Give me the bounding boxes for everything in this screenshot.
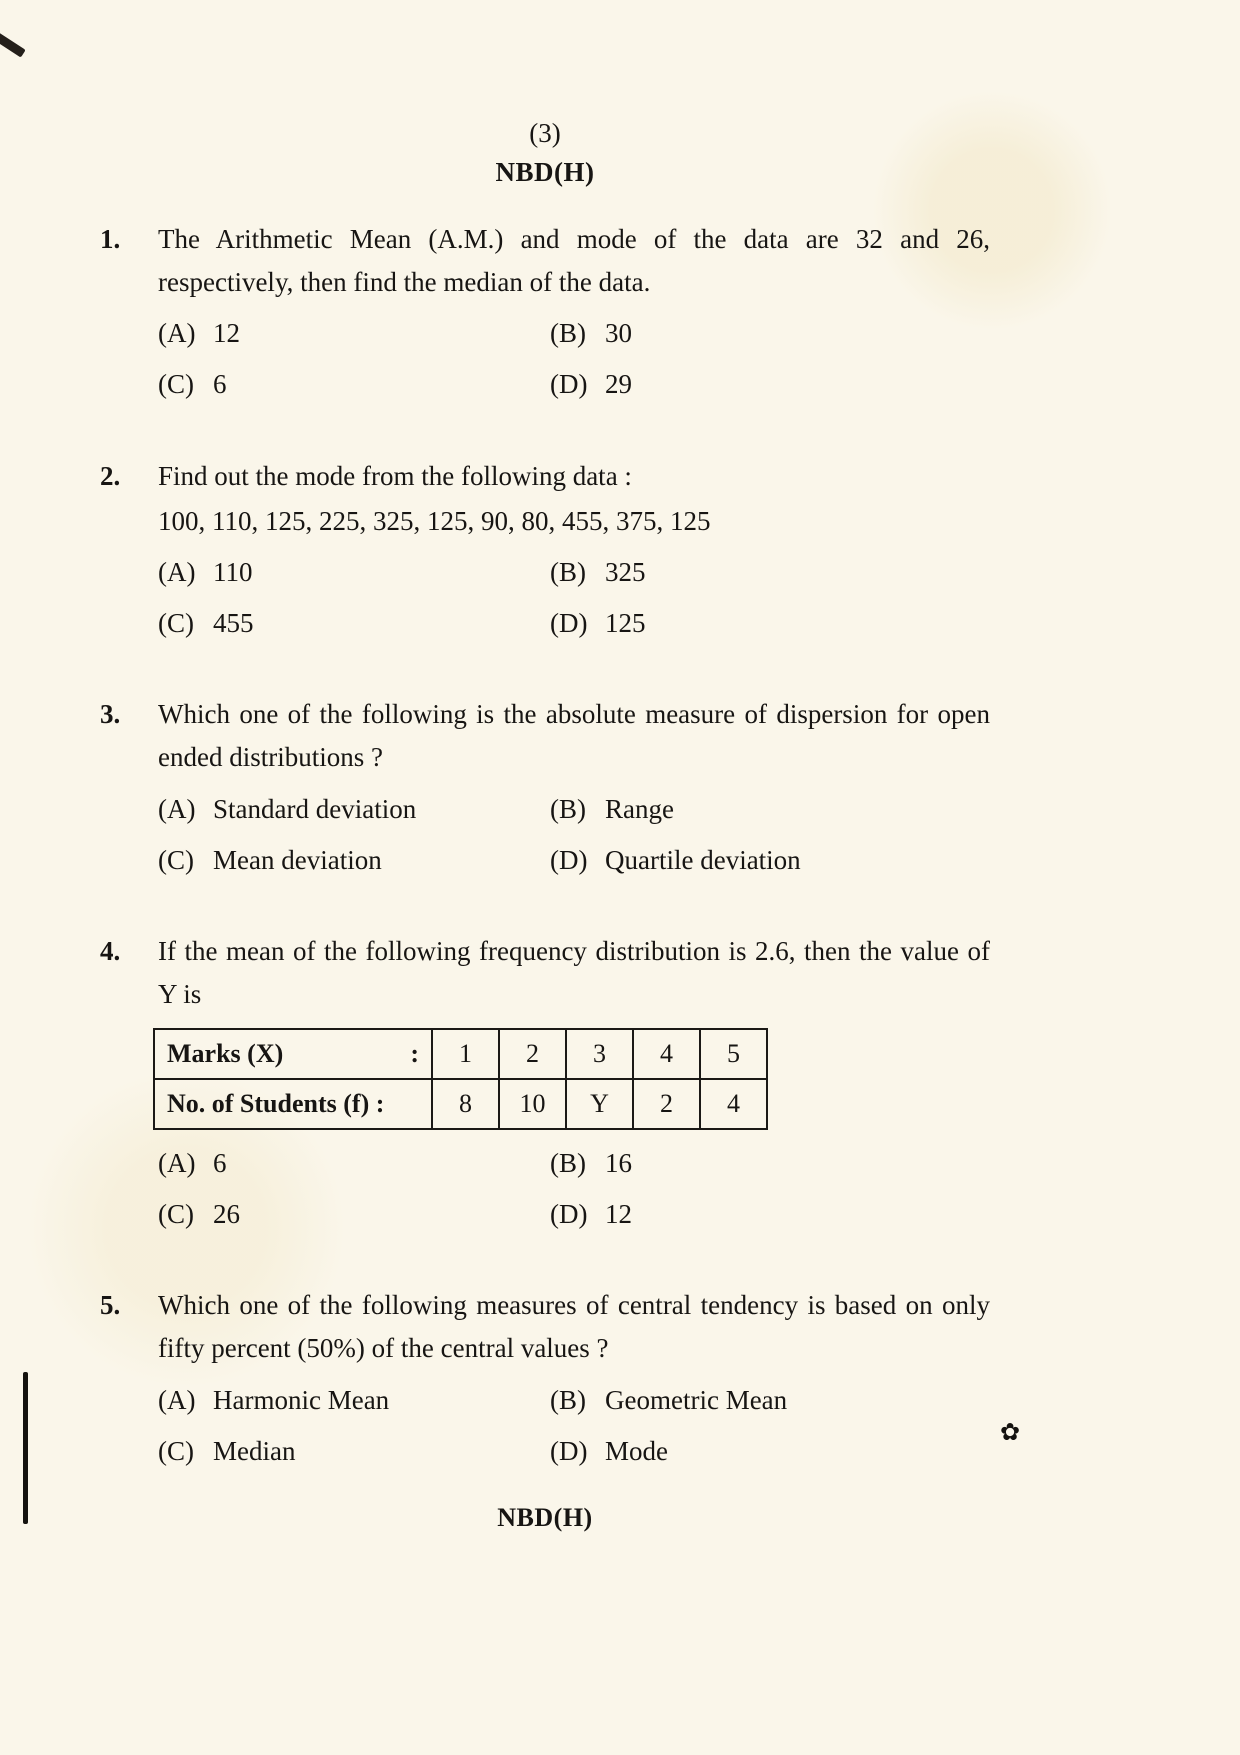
table-row-label: No. of Students (f) : (167, 1089, 385, 1119)
option-text: 325 (605, 556, 646, 587)
question-body (158, 218, 990, 403)
option-label: (D) (550, 608, 588, 639)
option-a (158, 1383, 550, 1418)
option-label: (A) (158, 1148, 196, 1179)
option-label: (A) (158, 318, 196, 349)
question-number: 4. (100, 935, 121, 966)
header-title: NBD(H) (495, 157, 595, 187)
option-label: (C) (158, 369, 194, 400)
question-body (158, 1284, 990, 1469)
question-body (158, 455, 990, 642)
option-label: (B) (550, 793, 586, 824)
option-b (550, 1383, 990, 1418)
option-c (158, 606, 550, 641)
option-text: Range (605, 793, 674, 824)
options (158, 792, 990, 878)
scan-artifact-left-line (23, 1372, 28, 1524)
question-4 (100, 930, 990, 1233)
question-text: Find out the mode from the following data : (158, 460, 632, 491)
question-text: Which one of the following measures of central tendency is based on only fifty percent (50%) of the central values ? (158, 1290, 990, 1364)
option-label: (D) (550, 1199, 588, 1230)
option-label: (C) (158, 1435, 194, 1466)
option-text: 26 (213, 1199, 240, 1230)
question-text: The Arithmetic Mean (A.M.) and mode of the data are 32 and 26, respectively, then find the median of the data. (158, 224, 990, 298)
option-label: (A) (158, 793, 196, 824)
option-label: (A) (158, 1384, 196, 1415)
question-text: Which one of the following is the absolute measure of dispersion for open ended distributions ? (158, 699, 990, 773)
question-3 (100, 693, 990, 878)
option-text: Median (213, 1435, 296, 1466)
table-row-marks (154, 1029, 767, 1079)
option-c (158, 1197, 550, 1232)
page-number: (3) (529, 118, 561, 148)
question-1 (100, 218, 990, 403)
option-text: Mean deviation (213, 844, 382, 875)
question-number: 3. (100, 699, 121, 730)
option-label: (B) (550, 1384, 586, 1415)
table-cell: 2 (499, 1029, 566, 1079)
question-2 (100, 455, 990, 642)
option-label: (A) (158, 556, 196, 587)
option-label: (C) (158, 608, 194, 639)
table-cell: 4 (633, 1029, 700, 1079)
option-label: (C) (158, 1199, 194, 1230)
question-text: If the mean of the following frequency distribution is 2.6, then the value of Y is (158, 935, 990, 1009)
option-a (158, 316, 550, 351)
option-text: Quartile deviation (605, 844, 801, 875)
option-a (158, 792, 550, 827)
question-data-line: 100, 110, 125, 225, 325, 125, 90, 80, 455, 375, 125 (158, 505, 711, 536)
option-c (158, 1434, 550, 1469)
flower-icon: ✿ (1000, 1420, 1021, 1446)
option-text: Geometric Mean (605, 1384, 788, 1415)
table-cell: 10 (499, 1079, 566, 1129)
table-cell: 2 (633, 1079, 700, 1129)
option-label: (D) (550, 1435, 588, 1466)
footer (100, 1503, 990, 1533)
option-d (550, 843, 990, 878)
option-text: 29 (605, 369, 632, 400)
option-label: (B) (550, 556, 586, 587)
option-text: Mode (605, 1435, 668, 1466)
option-label: (B) (550, 318, 586, 349)
table-cell: 3 (566, 1029, 633, 1079)
option-c (158, 367, 550, 402)
option-label: (D) (550, 369, 588, 400)
option-text: 6 (213, 1148, 227, 1179)
frequency-table (153, 1028, 768, 1130)
table-cell: 4 (700, 1079, 767, 1129)
table-label-cell (154, 1079, 432, 1129)
options (158, 316, 990, 402)
option-text: 125 (605, 608, 646, 639)
option-a (158, 1146, 550, 1181)
options (158, 1146, 990, 1232)
option-b (550, 792, 990, 827)
option-b (550, 1146, 990, 1181)
scan-artifact-top-left (0, 31, 26, 57)
option-c (158, 843, 550, 878)
option-label: (B) (550, 1148, 586, 1179)
question-5 (100, 1284, 990, 1469)
options (158, 1383, 990, 1469)
table-row-students (154, 1079, 767, 1129)
option-text: Standard deviation (213, 793, 417, 824)
option-text: 30 (605, 318, 632, 349)
table-cell: 1 (432, 1029, 499, 1079)
question-body (158, 693, 990, 878)
table-row-label: Marks (X) (167, 1039, 284, 1069)
option-text: 110 (213, 556, 253, 587)
options (158, 555, 990, 641)
option-text: 16 (605, 1148, 632, 1179)
question-number: 2. (100, 460, 121, 491)
option-text: 6 (213, 369, 227, 400)
option-label: (C) (158, 844, 194, 875)
table-label-cell (154, 1029, 432, 1079)
option-text: 455 (213, 608, 254, 639)
option-text: 12 (213, 318, 240, 349)
footer-title: NBD(H) (497, 1502, 593, 1532)
option-b (550, 555, 990, 590)
option-d (550, 1434, 990, 1469)
option-a (158, 555, 550, 590)
table-cell: 5 (700, 1029, 767, 1079)
question-number: 5. (100, 1290, 121, 1321)
option-d (550, 606, 990, 641)
option-b (550, 316, 990, 351)
option-d (550, 1197, 990, 1232)
question-body (158, 930, 990, 1233)
option-text: Harmonic Mean (213, 1384, 390, 1415)
table-cell: Y (566, 1079, 633, 1129)
table-cell: 8 (432, 1079, 499, 1129)
option-label: (D) (550, 844, 588, 875)
table-row-colon: : (410, 1039, 419, 1069)
option-d (550, 367, 990, 402)
question-number: 1. (100, 224, 121, 254)
option-text: 12 (605, 1199, 632, 1230)
